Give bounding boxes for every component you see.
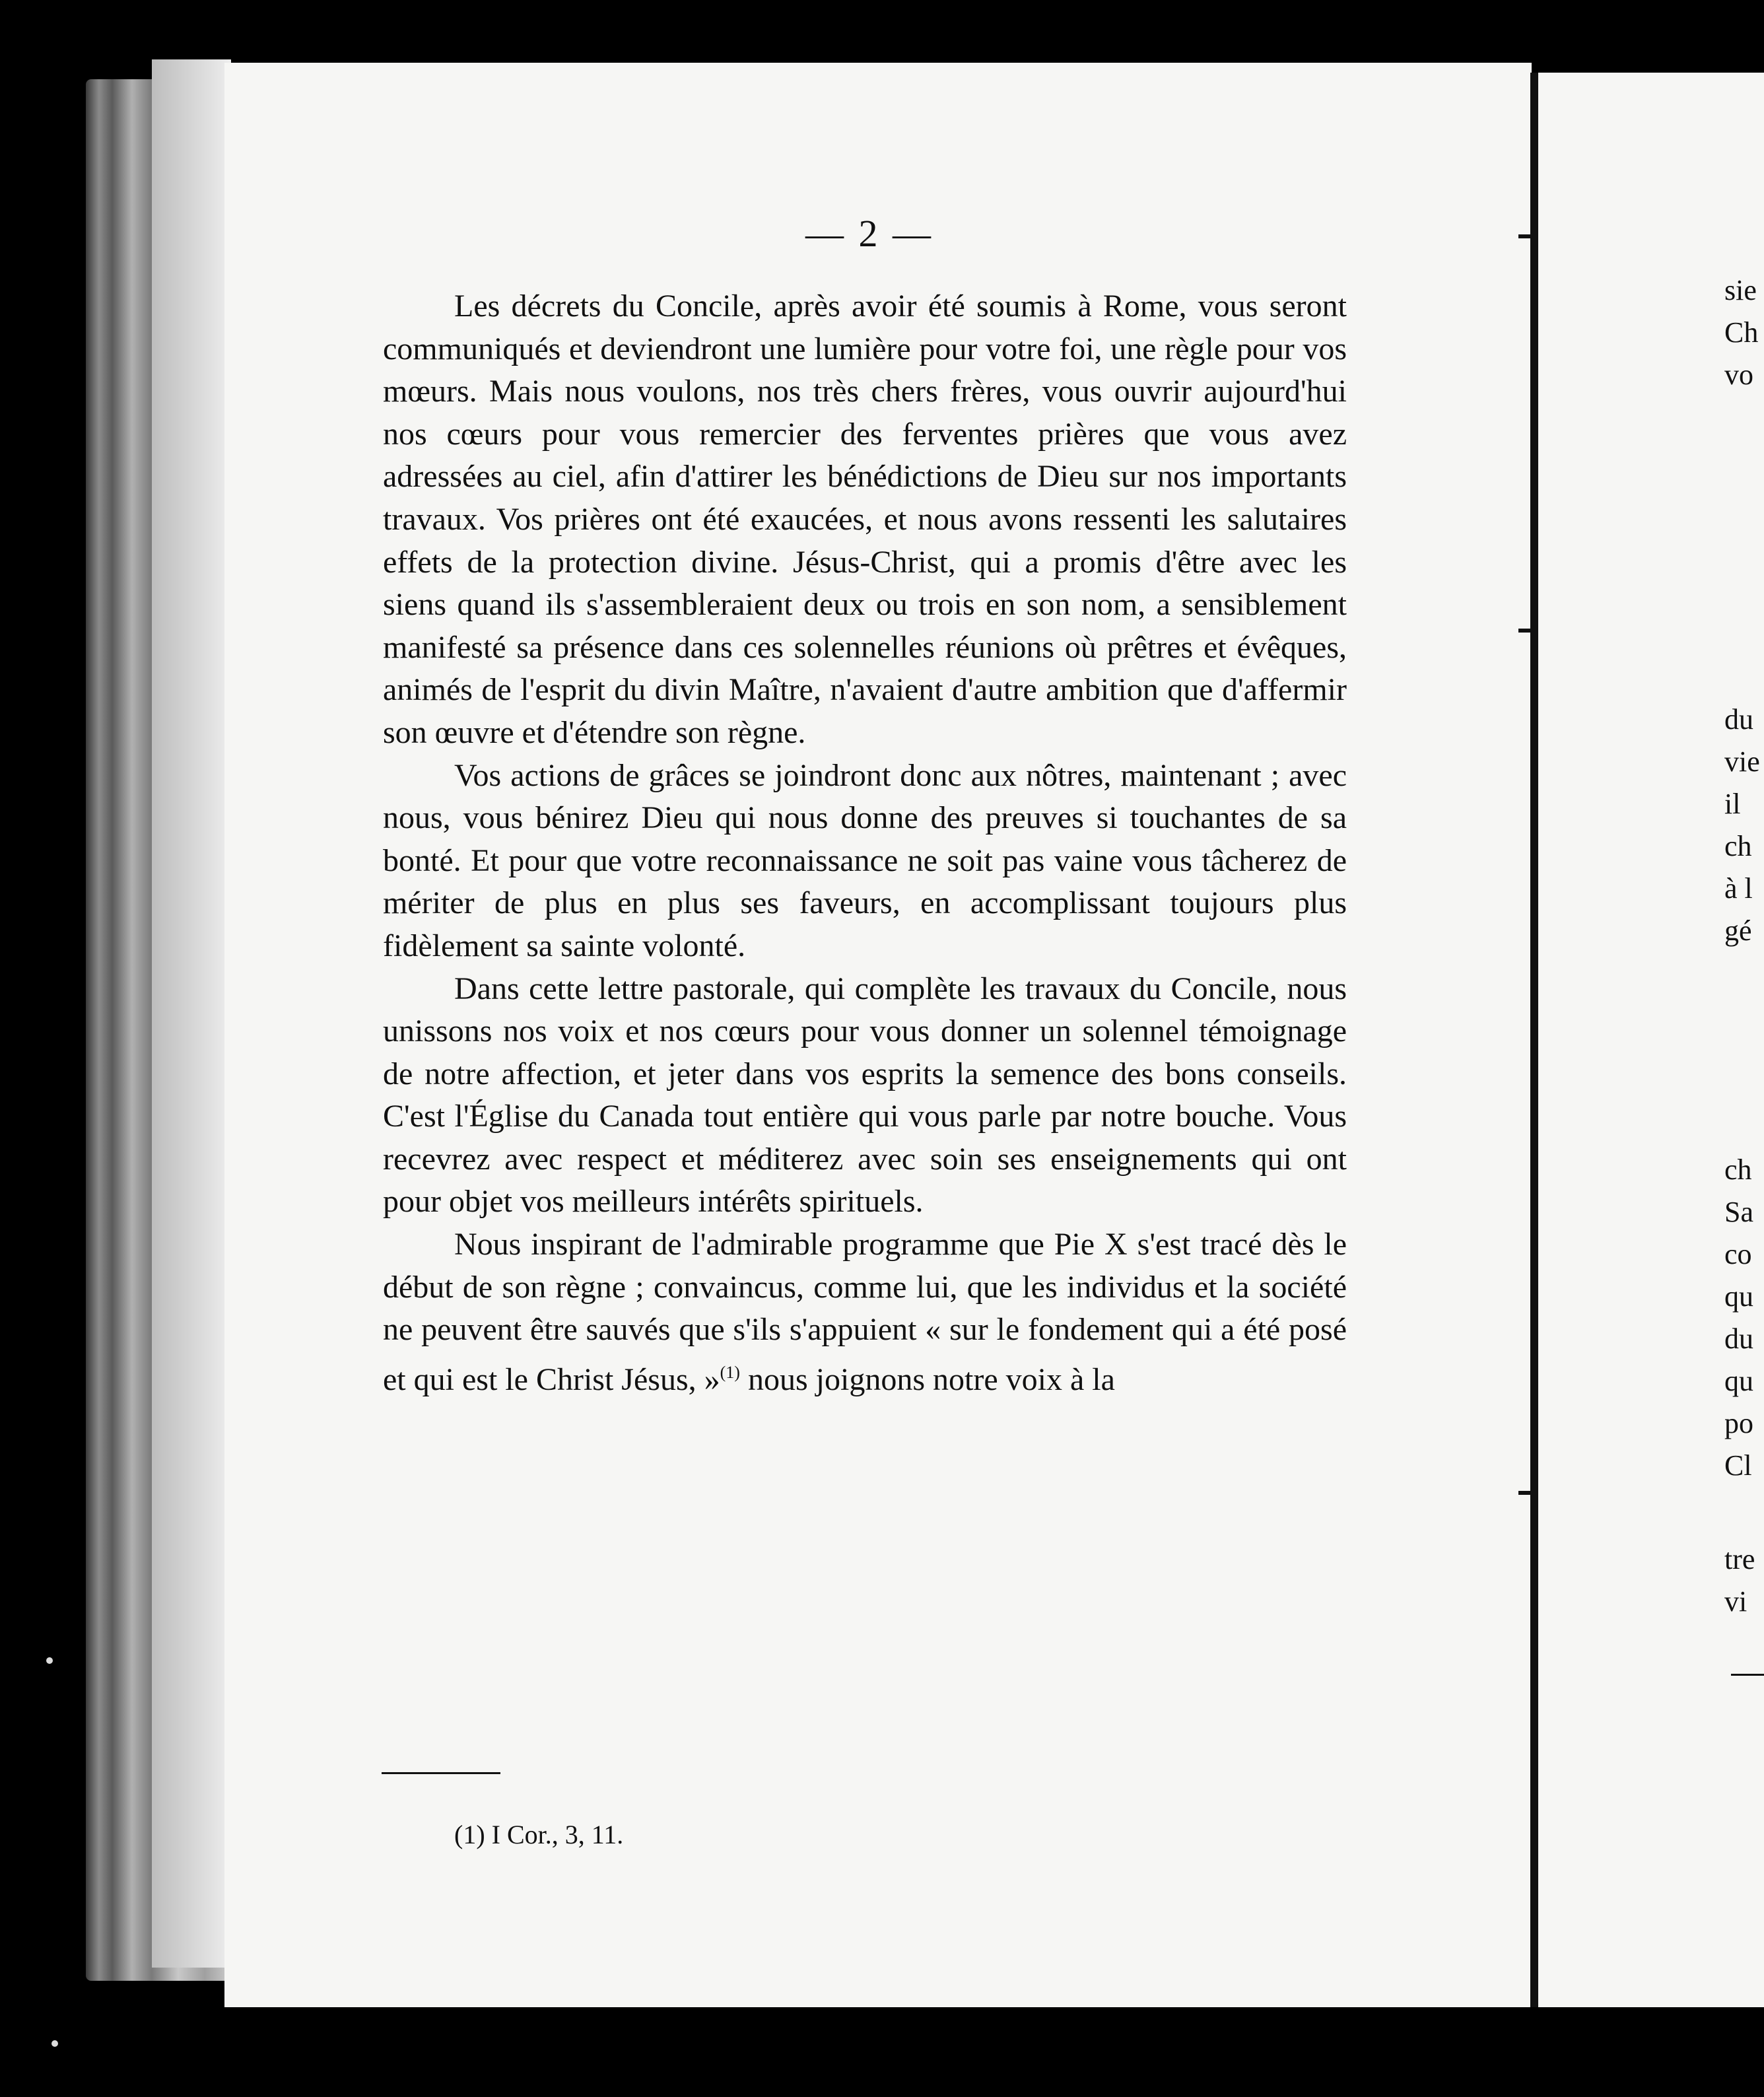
right-page-fragment: Cl	[1724, 1449, 1752, 1482]
paragraph-1: Les décrets du Concile, après avoir été soumis à Rome, vous seront communiqués et deviendront une lumière pour votre foi, une règle pour vos mœurs. Mais nous voulons, nos très chers frères, vous ouvrir aujourd'hui nos cœurs pour vous remercier des ferventes prières que vous avez adressées au ciel, afin d'attirer les bénédictions de Dieu sur nos importants travaux. Vos prières ont été exaucées, et nous avons ressenti les salutaires effets de la protection divine. Jésus-Christ, qui a promis d'être avec les siens quand ils s'assembleraient deux ou trois en son nom, a sensiblement manifesté sa présence dans ces solennelles réunions où prêtres et évêques, animés de l'esprit du divin Maître, n'avaient d'autre ambition que d'affermir son œuvre et d'étendre son règne.	[383, 289, 1347, 750]
right-page-fragment: du	[1724, 703, 1753, 736]
right-page-fragment: Sa	[1724, 1196, 1753, 1228]
footnote-reference: (1)	[720, 1362, 740, 1382]
right-page-fragment: qu	[1724, 1365, 1753, 1397]
right-page-fragment: vo	[1724, 359, 1753, 391]
right-page-fragment: il	[1724, 788, 1741, 820]
right-page-fragment: po	[1724, 1407, 1753, 1439]
right-page-fragment: sie	[1724, 274, 1757, 306]
right-page-fragment: du	[1724, 1323, 1753, 1355]
paragraph-4-text: Nous inspirant de l'admirable programme que Pie X s'est tracé dès le début de son règne ; convaincus, comme lui, que les individus et la société ne peuvent être sauvés que s'ils s'appuient « sur le fondement qui a été posé et qui est le Christ Jésus, »	[383, 1227, 1347, 1397]
scan-speck	[51, 2040, 58, 2047]
page-number: — 2 —	[805, 212, 933, 255]
right-page-fragment: co	[1724, 1238, 1752, 1270]
right-page-fragment: qu	[1724, 1280, 1753, 1313]
right-page-fragment: Ch	[1724, 316, 1759, 349]
right-page-fragment: vie	[1724, 745, 1760, 778]
right-page-fragment: gé	[1724, 914, 1752, 947]
right-page-fragment: à l	[1724, 872, 1753, 905]
paragraph-4-continuation: nous joignons notre voix à la	[739, 1361, 1115, 1397]
paragraph-2: Vos actions de grâces se joindront donc aux nôtres, maintenant ; avec nous, vous bénirez Dieu qui nous donne des preuves si touchantes de sa bonté. Et pour que votre reconnaissance ne soit pas vaine vous tâcherez de mériter de plus en plus ses faveurs, en accomplissant toujours plus fidèlement sa sainte volonté.	[383, 757, 1347, 963]
paragraph-4	[383, 1223, 1347, 1401]
paragraph-3: Dans cette lettre pastorale, qui complète les travaux du Concile, nous unissons nos voix et nos cœurs pour vous donner un solennel témoignage de notre affection, et jeter dans vos esprits la semence des bons conseils. C'est l'Église du Canada tout entière qui vous parle par notre bouche. Vous recevrez avec respect et méditerez avec soin ses enseignements qui ont pour objet vos meilleurs intérêts spirituels.	[383, 971, 1347, 1220]
right-page-fragment: ch	[1724, 830, 1752, 862]
book-gutter	[1530, 73, 1538, 2007]
footnote-divider	[382, 1772, 500, 1774]
footnote: (1) I Cor., 3, 11.	[454, 1820, 624, 1849]
scan-speck	[46, 1657, 53, 1664]
body-text	[383, 285, 1347, 1401]
right-page-fragment: tre	[1724, 1543, 1755, 1575]
right-page-fragment: ch	[1724, 1153, 1752, 1186]
right-page-footnote-divider	[1731, 1674, 1764, 1676]
page-edge-shadow	[152, 59, 231, 1968]
right-page-fragment: vi	[1724, 1585, 1747, 1618]
